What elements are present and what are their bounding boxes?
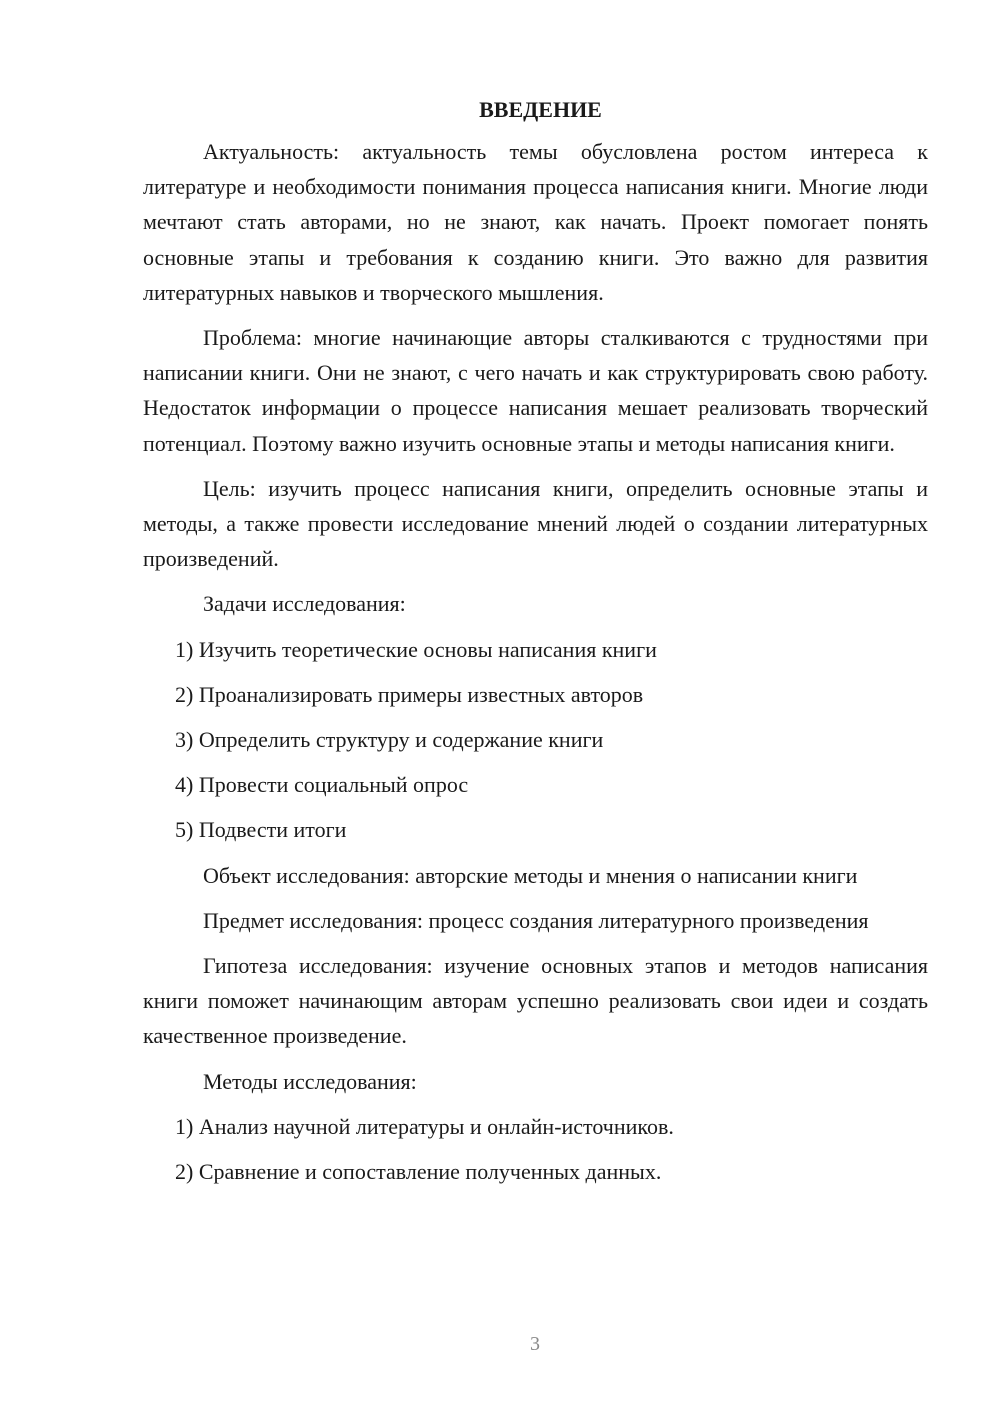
tasks-list bbox=[143, 632, 928, 848]
page-number: 3 bbox=[530, 1333, 540, 1355]
goal-paragraph: Цель: изучить процесс написания книги, определить основные этапы и методы, а также провести исследование мнений людей о создании литературных произведений. bbox=[143, 475, 928, 572]
list-item: 4) Провести социальный опрос bbox=[175, 772, 469, 798]
list-item: 1) Анализ научной литературы и онлайн-источников. bbox=[175, 1113, 674, 1139]
methods-list bbox=[143, 1109, 928, 1189]
list-item: 1) Изучить теоретические основы написания книги bbox=[175, 636, 657, 662]
list-item: 3) Определить структуру и содержание книги bbox=[175, 727, 604, 753]
list-item: 2) Проанализировать примеры известных авторов bbox=[175, 681, 644, 707]
methods-heading: Методы исследования: bbox=[203, 1068, 417, 1094]
relevance-paragraph: Актуальность: актуальность темы обусловлена ростом интереса к литературе и необходимости понимания процесса написания книги. Многие люди мечтают стать авторами, но не знают, как начать. Проект помогает понять основные этапы и требования к созданию книги. Это важно для развития литературных навыков и творческого мышления. bbox=[143, 139, 928, 305]
page-title: ВВЕДЕНИЕ bbox=[479, 97, 602, 122]
object-paragraph: Объект исследования: авторские методы и мнения о написании книги bbox=[203, 862, 858, 888]
list-item: 2) Сравнение и сопоставление полученных данных. bbox=[175, 1159, 662, 1185]
hypothesis-paragraph: Гипотеза исследования: изучение основных этапов и методов написания книги поможет начинающим авторам успешно реализовать свои идеи и создать качественное произведение. bbox=[143, 953, 928, 1049]
tasks-heading: Задачи исследования: bbox=[203, 591, 406, 617]
problem-paragraph: Проблема: многие начинающие авторы сталкиваются с трудностями при написании книги. Они не знают, с чего начать и как структурировать свою работу. Недостаток информации о процессе написания мешает реализовать творческий потенциал. Поэтому важно изучить основные этапы и методы написания книги. bbox=[143, 325, 928, 456]
list-item: 5) Подвести итоги bbox=[175, 817, 347, 843]
subject-paragraph: Предмет исследования: процесс создания литературного произведения bbox=[203, 907, 869, 933]
